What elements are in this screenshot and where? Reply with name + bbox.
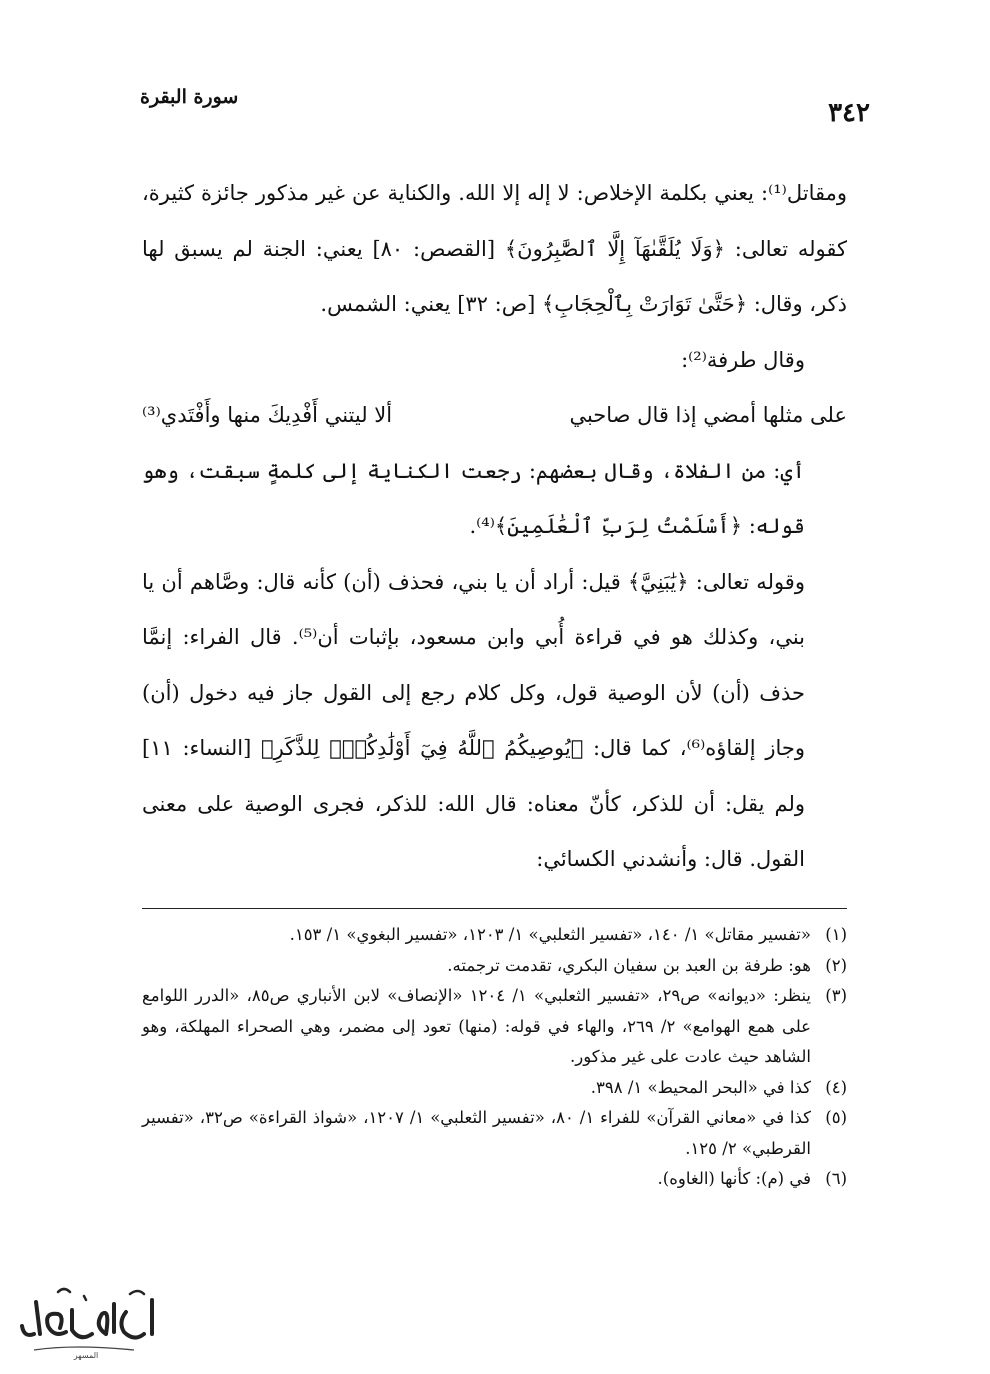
main-text	[142, 166, 847, 888]
footnote-separator	[142, 908, 847, 909]
page-number: ٣٤٢	[828, 98, 870, 128]
verse-first-hemistich: على مثلها أمضي إذا قال صاحبي	[569, 403, 847, 427]
footnote-text: كذا في «معاني القرآن» للفراء ١/ ٨٠، «تفسير الثعلبي» ١/ ١٢٠٧، «شواذ القراءة» ص٣٢، «تفسير القرطبي» ٢/ ١٢٥.	[142, 1108, 811, 1158]
footnote-item	[142, 1073, 847, 1104]
page-header	[120, 86, 870, 134]
watermark-logo	[14, 1282, 164, 1360]
verse-second-hemistich: ألا ليتني أَفْدِيكَ منها وأَفْتَدي⁽³⁾	[142, 403, 393, 427]
footnote-text: «تفسير مقاتل» ١/ ١٤٠، «تفسير الثعلبي» ١/ ١٢٠٣، «تفسير البغوي» ١/ ١٥٣.	[289, 925, 811, 944]
footnote-number: (١)	[825, 925, 847, 944]
running-title: سورة البقرة	[140, 86, 239, 108]
watermark-caption: المسهر	[73, 1351, 99, 1360]
footnote-text: في (م): كأنها (الغاوه).	[657, 1169, 811, 1188]
footnote-number: (٥)	[825, 1108, 847, 1127]
paragraph-4: وقوله تعالى: ﴿يَٰبَنِيَّ﴾ قيل: أراد أن يا بني، فحذف (أن) كأنه قال: وصَّاهم أن يا بني، وكذلك هو في قراءة أُبي وابن مسعود، بإثبات أن⁽⁵⁾. قال الفراء: إنمَّا حذف (أن) لأن الوصية قول، وكل كلام رجع إلى القول جاز فيه دخول (أن) وجاز إلقاؤه⁽⁶⁾، كما قال: ﴿يُوصِيكُمُ ٱللَّهُ فِيٓ أَوْلَٰدِكُمْۖ لِلذَّكَرِ﴾ [النساء: ١١] ولم يقل: أن للذكر، كأنّ معناه: قال الله: للذكر، فجرى الوصية على معنى القول. قال: وأنشدني الكسائي:	[142, 569, 806, 871]
paragraph-1: ومقاتل⁽¹⁾: يعني بكلمة الإخلاص: لا إله إلا الله. والكناية عن غير مذكور جائزة كثيرة، كقوله تعالى: ﴿وَلَا يُلَقَّىٰهَآ إِلَّا ٱلصَّٰبِرُونَ﴾ [القصص: ٨٠] يعني: الجنة لم يسبق لها ذكر، وقال: ﴿حَتَّىٰ تَوَارَتْ بِٱلْحِجَابِ﴾ [ص: ٣٢] يعني: الشمس.	[142, 181, 847, 316]
footnote-text: كذا في «البحر المحيط» ١/ ٣٩٨.	[590, 1077, 811, 1097]
footnote-item	[142, 1164, 847, 1195]
paragraph-2: وقال طرفة⁽²⁾:	[681, 347, 805, 372]
paragraph-3: أي: من الفلاة، وقال بعضهم: رجعت الكناية إلى كلمةٍ سبقت، وهو قوله: ﴿أَسْلَمْتُ لِرَبِّ ٱلْعَٰلَمِينَ﴾⁽⁴⁾.	[142, 458, 805, 538]
footnote-number: (٦)	[825, 1169, 847, 1188]
footnote-item	[142, 951, 847, 982]
poetry-verse	[142, 388, 847, 444]
footnote-number: (٤)	[825, 1077, 847, 1097]
footnote-item	[142, 920, 847, 951]
footnote-text: ينظر: «ديوانه» ص٢٩، «تفسير الثعلبي» ١/ ١٢٠٤ «الإنصاف» لابن الأنباري ص٨٥، «الدرر اللوامع على همع الهوامع» ٢/ ٢٦٩، والهاء في قوله: (منها) تعود إلى مضمر، وهي الصحراء المهلكة، وهو الشاهد حيث عادت على غير مذكور.	[142, 986, 812, 1066]
footnote-number: (٣)	[825, 986, 847, 1005]
footnotes	[142, 920, 847, 1195]
footnote-item	[142, 1103, 847, 1164]
footnote-number: (٢)	[825, 955, 847, 975]
footnote-text: هو: طرفة بن العبد بن سفيان البكري، تقدمت ترجمته.	[447, 955, 811, 975]
footnote-item	[142, 981, 847, 1073]
